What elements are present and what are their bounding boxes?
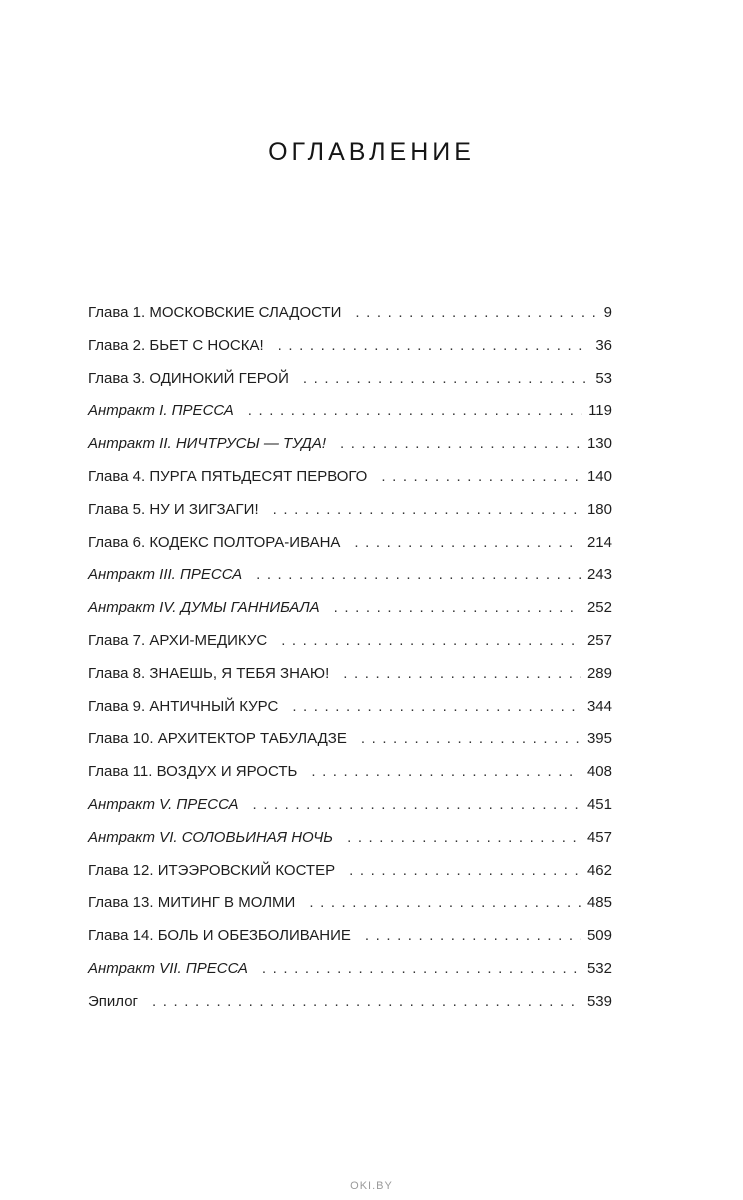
toc-entry-page: 214 bbox=[586, 533, 612, 551]
toc-entry bbox=[88, 303, 612, 336]
toc-entry bbox=[88, 697, 612, 730]
toc-entry-label: Антракт I. ПРЕССА bbox=[88, 402, 234, 420]
toc-entry-label: Антракт IV. ДУМЫ ГАННИБАЛА bbox=[88, 599, 320, 617]
toc-entry bbox=[88, 893, 612, 926]
toc-entry-page: 140 bbox=[586, 467, 612, 485]
toc-entry-page: 395 bbox=[586, 730, 612, 748]
dot-leader bbox=[278, 336, 590, 356]
toc-entry-label: Глава 4. ПУРГА ПЯТЬДЕСЯТ ПЕРВОГО bbox=[88, 467, 368, 485]
dot-leader bbox=[349, 861, 581, 881]
toc-entry-page: 539 bbox=[586, 992, 612, 1010]
toc-entry-page: 252 bbox=[586, 599, 612, 617]
toc-entry bbox=[88, 401, 612, 434]
toc-entry-label: Глава 8. ЗНАЕШЬ, Я ТЕБЯ ЗНАЮ! bbox=[88, 664, 330, 682]
toc-entry bbox=[88, 795, 612, 828]
toc-entry bbox=[88, 336, 612, 369]
toc-entry-label: Глава 13. МИТИНГ В МОЛМИ bbox=[88, 894, 296, 912]
page-title: ОГЛАВЛЕНИЕ bbox=[268, 138, 475, 166]
toc-entry-page: 289 bbox=[586, 664, 612, 682]
dot-leader bbox=[381, 467, 581, 487]
dot-leader bbox=[347, 828, 581, 848]
dot-leader bbox=[248, 401, 582, 421]
toc-entry-label: Глава 14. БОЛЬ И ОБЕЗБОЛИВАНИЕ bbox=[88, 927, 351, 945]
toc-entry bbox=[88, 598, 612, 631]
toc-entry-page: 36 bbox=[595, 336, 612, 354]
toc-entry-page: 451 bbox=[586, 795, 612, 813]
dot-leader bbox=[354, 533, 581, 553]
toc-entry bbox=[88, 369, 612, 402]
dot-leader bbox=[281, 631, 581, 651]
dot-leader bbox=[309, 893, 581, 913]
toc-entry-page: 130 bbox=[586, 435, 612, 453]
dot-leader bbox=[340, 434, 581, 454]
toc-entry-page: 509 bbox=[586, 927, 612, 945]
dot-leader bbox=[252, 795, 581, 815]
toc-entry-label: Глава 3. ОДИНОКИЙ ГЕРОЙ bbox=[88, 369, 289, 387]
dot-leader bbox=[303, 369, 589, 389]
toc-entry bbox=[88, 664, 612, 697]
toc-entry-page: 457 bbox=[586, 828, 612, 846]
toc-entry-page: 462 bbox=[586, 861, 612, 879]
toc-entry-label: Глава 10. АРХИТЕКТОР ТАБУЛАДЗЕ bbox=[88, 730, 347, 748]
dot-leader bbox=[334, 598, 581, 618]
toc-entry bbox=[88, 861, 612, 894]
dot-leader bbox=[256, 565, 581, 585]
dot-leader bbox=[273, 500, 581, 520]
toc-entry-label: Глава 7. АРХИ-МЕДИКУС bbox=[88, 631, 268, 649]
table-of-contents bbox=[88, 303, 612, 1025]
dot-leader bbox=[311, 762, 581, 782]
toc-entry-label: Глава 5. НУ И ЗИГЗАГИ! bbox=[88, 500, 259, 518]
toc-entry bbox=[88, 992, 612, 1025]
toc-entry-page: 180 bbox=[586, 500, 612, 518]
dot-leader bbox=[365, 926, 581, 946]
dot-leader bbox=[152, 992, 581, 1012]
toc-entry-label: Эпилог bbox=[88, 992, 139, 1010]
toc-entry bbox=[88, 729, 612, 762]
dot-leader bbox=[361, 729, 581, 749]
toc-entry bbox=[88, 631, 612, 664]
toc-entry-label: Глава 2. БЬЕТ С НОСКА! bbox=[88, 336, 264, 354]
toc-entry bbox=[88, 959, 612, 992]
toc-entry bbox=[88, 762, 612, 795]
toc-entry bbox=[88, 467, 612, 500]
toc-entry-label: Антракт VII. ПРЕССА bbox=[88, 959, 248, 977]
toc-entry-page: 119 bbox=[588, 402, 612, 420]
toc-entry-label: Глава 12. ИТЭЭРОВСКИЙ КОСТЕР bbox=[88, 861, 336, 879]
dot-leader bbox=[292, 697, 581, 717]
toc-entry-page: 53 bbox=[595, 369, 612, 387]
toc-entry-label: Антракт VI. СОЛОВЬИНАЯ НОЧЬ bbox=[88, 828, 334, 846]
toc-entry-label: Антракт II. НИЧТРУСЫ — ТУДА! bbox=[88, 435, 327, 453]
dot-leader bbox=[355, 303, 597, 323]
toc-entry-page: 257 bbox=[586, 631, 612, 649]
toc-entry-label: Глава 11. ВОЗДУХ И ЯРОСТЬ bbox=[88, 763, 298, 781]
toc-entry-page: 344 bbox=[586, 697, 612, 715]
toc-entry-page: 9 bbox=[603, 304, 612, 321]
watermark: OKI.BY bbox=[350, 1180, 393, 1192]
toc-entry bbox=[88, 533, 612, 566]
toc-entry bbox=[88, 565, 612, 598]
toc-entry-page: 243 bbox=[586, 566, 612, 584]
toc-entry-page: 532 bbox=[586, 959, 612, 977]
toc-entry bbox=[88, 434, 612, 467]
dot-leader bbox=[262, 959, 581, 979]
toc-entry-label: Антракт V. ПРЕССА bbox=[88, 795, 239, 813]
toc-entry-label: Антракт III. ПРЕССА bbox=[88, 566, 243, 584]
toc-entry-label: Глава 1. МОСКОВСКИЕ СЛАДОСТИ bbox=[88, 304, 342, 321]
toc-entry bbox=[88, 926, 612, 959]
toc-entry bbox=[88, 500, 612, 533]
toc-entry-page: 408 bbox=[586, 763, 612, 781]
toc-entry-page: 485 bbox=[586, 894, 612, 912]
dot-leader bbox=[343, 664, 581, 684]
toc-entry-label: Глава 9. АНТИЧНЫЙ КУРС bbox=[88, 697, 279, 715]
toc-entry bbox=[88, 828, 612, 861]
toc-entry-label: Глава 6. КОДЕКС ПОЛТОРА-ИВАНА bbox=[88, 533, 341, 551]
